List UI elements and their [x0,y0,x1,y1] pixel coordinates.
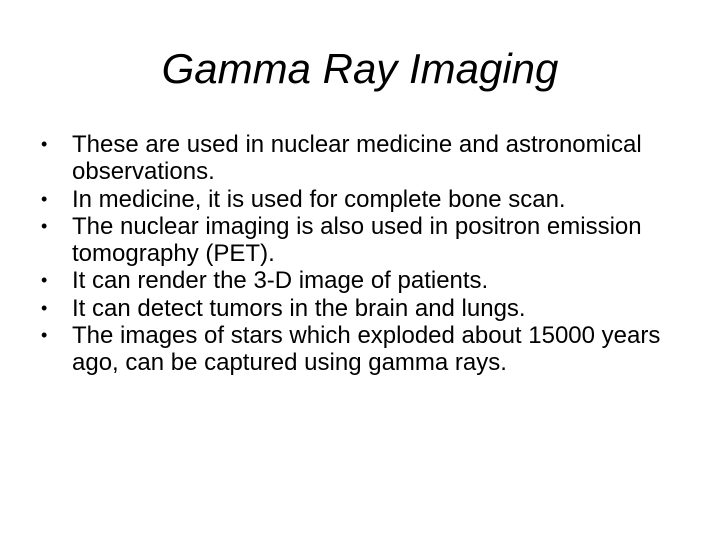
bullet-text: The images of stars which exploded about 15000 years ago, can be captured using gamma rays. [72,322,661,377]
bullet-icon: • [41,188,48,209]
bullet-item [36,186,686,213]
bullet-text: It can render the 3-D image of patients. [72,267,489,295]
bullet-text: In medicine, it is used for complete bone scan. [72,185,566,213]
bullet-icon: • [41,297,48,318]
bullet-text: These are used in nuclear medicine and astronomical observations. [72,131,642,186]
bullet-item [36,213,686,268]
bullet-icon: • [41,134,48,154]
bullet-text: The nuclear imaging is also used in positron emission tomography (PET). [72,212,642,268]
bullet-icon: • [41,215,48,236]
bullet-item [36,131,686,186]
bullet-item [36,267,686,294]
bullet-item [36,295,686,322]
bullet-icon: • [41,325,48,346]
bullet-item [36,322,686,377]
bullet-text: It can detect tumors in the brain and lungs. [72,294,526,322]
slide-title: Gamma Ray Imaging [161,45,559,92]
bullet-icon: • [41,270,48,291]
bullet-list [36,131,686,377]
